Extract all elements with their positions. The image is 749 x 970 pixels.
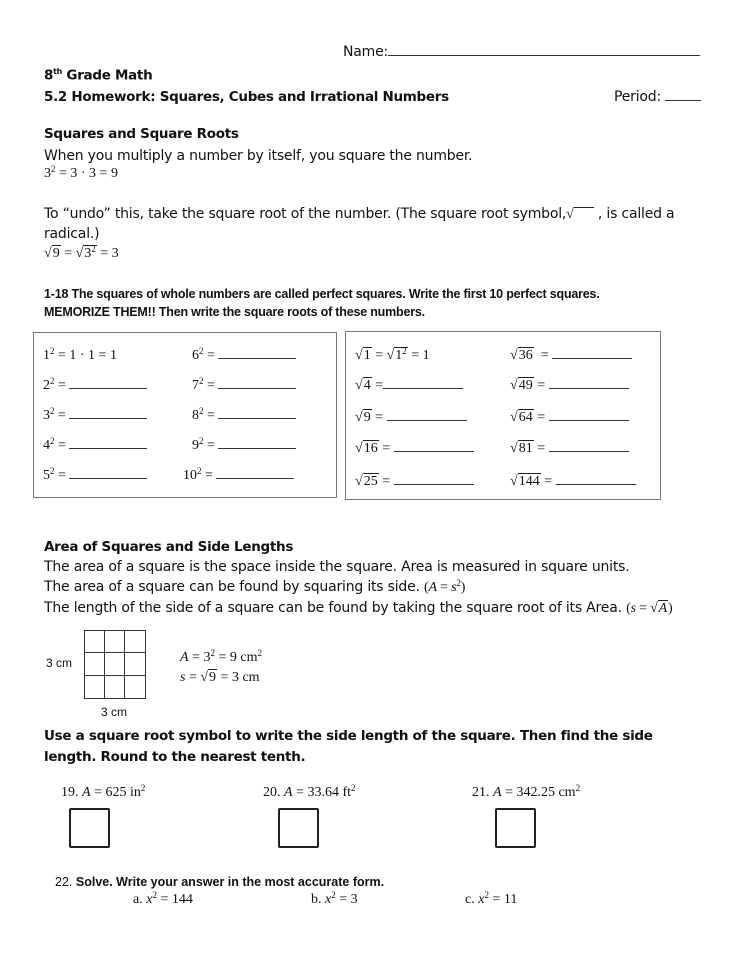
square-grid-diagram	[84, 630, 146, 699]
problem-22a: a. $x^2 = 144$	[133, 890, 193, 907]
area-text-2: The area of a square can be found by squaring its side. $(A = s^2)$	[44, 578, 466, 595]
square-row-9[interactable]: $9^2$ =	[192, 438, 296, 454]
period-field[interactable]	[614, 89, 701, 105]
root-row-81[interactable]: √81 =	[510, 441, 629, 457]
period-blank[interactable]	[665, 99, 701, 101]
root-row-4[interactable]: √4 =	[355, 378, 463, 394]
root-row-1: $√1 = √1^2 = 1$	[355, 346, 430, 363]
root-row-25[interactable]: √25 =	[355, 474, 474, 490]
name-label: Name:	[343, 44, 389, 60]
answer-blank[interactable]	[556, 483, 636, 485]
root-example: $√9 = √3^2 = 3$	[44, 244, 119, 261]
diagram-area-formula: $A = 3^2 = 9$ $cm^2$	[180, 648, 262, 665]
section-heading-area: Area of Squares and Side Lengths	[44, 539, 294, 555]
problem-22c: c. $x^2 = 11$	[465, 890, 518, 907]
period-label: Period:	[614, 89, 661, 105]
square-row-2[interactable]: $2^2$ =	[43, 378, 147, 394]
square-row-3[interactable]: $3^2$ =	[43, 408, 147, 424]
answer-blank[interactable]	[218, 447, 296, 449]
answer-blank[interactable]	[218, 417, 296, 419]
problem-20: 20. A = 33.64 $ft^2$	[263, 783, 356, 800]
square-row-1: $1^2 = 1 \cdot 1 = 1$	[43, 346, 117, 363]
answer-blank[interactable]	[549, 387, 629, 389]
root-row-9[interactable]: √9 =	[355, 410, 467, 426]
instructions-1-18-line1: 1-18 The squares of whole numbers are called perfect squares. Write the first 10 perfect squares.	[44, 287, 600, 301]
problem-22b: b. $x^2 = 3$	[311, 890, 358, 907]
square-row-10[interactable]: $10^2$ =	[183, 468, 294, 484]
answer-box-21[interactable]	[495, 808, 536, 848]
area-text-1: The area of a square is the space inside the square. Area is measured in square units.	[44, 559, 630, 575]
answer-blank[interactable]	[394, 483, 474, 485]
answer-blank[interactable]	[69, 447, 147, 449]
answer-blank[interactable]	[394, 450, 474, 452]
answer-box-20[interactable]	[278, 808, 319, 848]
radical-text: radical.)	[44, 226, 100, 242]
answer-blank[interactable]	[69, 477, 147, 479]
square-row-7[interactable]: $7^2$ =	[192, 378, 296, 394]
square-example: $3^2 = 3 \cdot 3 = 9$	[44, 164, 118, 181]
answer-blank[interactable]	[216, 477, 294, 479]
problems-19-21-instructions-line1: Use a square root symbol to write the side length of the square. Then find the side	[44, 728, 653, 744]
answer-blank[interactable]	[549, 419, 629, 421]
problems-19-21-instructions-line2: length. Round to the nearest tenth.	[44, 749, 306, 765]
answer-blank[interactable]	[552, 357, 632, 359]
problem-21: 21. A = 342.25 $cm^2$	[472, 783, 581, 800]
root-row-16[interactable]: √16 =	[355, 441, 474, 457]
square-row-4[interactable]: $4^2$ =	[43, 438, 147, 454]
square-row-8[interactable]: $8^2$ =	[192, 408, 296, 424]
root-row-64[interactable]: √64 =	[510, 410, 629, 426]
section-heading-squares: Squares and Square Roots	[44, 126, 239, 142]
area-text-3: The length of the side of a square can be found by taking the square root of its Area. (s = √A)	[44, 600, 673, 616]
answer-blank[interactable]	[69, 417, 147, 419]
root-row-36[interactable]: √36 =	[510, 348, 632, 364]
page-title: 5.2 Homework: Squares, Cubes and Irrational Numbers	[44, 89, 449, 105]
name-field[interactable]	[343, 44, 700, 60]
root-row-144[interactable]: √144 =	[510, 474, 636, 490]
problem-19: 19. A = 625 $in^2$	[61, 783, 146, 800]
square-row-6[interactable]: $6^2$ =	[192, 348, 296, 364]
answer-blank[interactable]	[387, 419, 467, 421]
instructions-1-18-line2: MEMORIZE THEM!! Then write the square roots of these numbers.	[44, 305, 425, 319]
root-row-49[interactable]: √49 =	[510, 378, 629, 394]
course-title: 8th Grade Math	[44, 67, 153, 84]
undo-text: To “undo” this, take the square root of the number. (The square root symbol,√ , is called a	[44, 206, 675, 222]
diagram-left-label: 3 cm	[46, 656, 73, 670]
answer-blank[interactable]	[69, 387, 147, 389]
name-blank[interactable]	[388, 54, 700, 56]
answer-blank[interactable]	[218, 357, 296, 359]
squares-intro-text: When you multiply a number by itself, you square the number.	[44, 148, 473, 164]
diagram-bottom-label: 3 cm	[101, 705, 128, 719]
radical-symbol-icon: √	[566, 206, 593, 223]
answer-blank[interactable]	[218, 387, 296, 389]
square-row-5[interactable]: $5^2$ =	[43, 468, 147, 484]
answer-blank[interactable]	[549, 450, 629, 452]
problem-22-heading: 22. Solve. Write your answer in the most accurate form.	[55, 875, 385, 889]
answer-box-19[interactable]	[69, 808, 110, 848]
diagram-side-formula: s = √9 = 3 cm	[180, 670, 260, 685]
answer-blank[interactable]	[383, 387, 463, 389]
